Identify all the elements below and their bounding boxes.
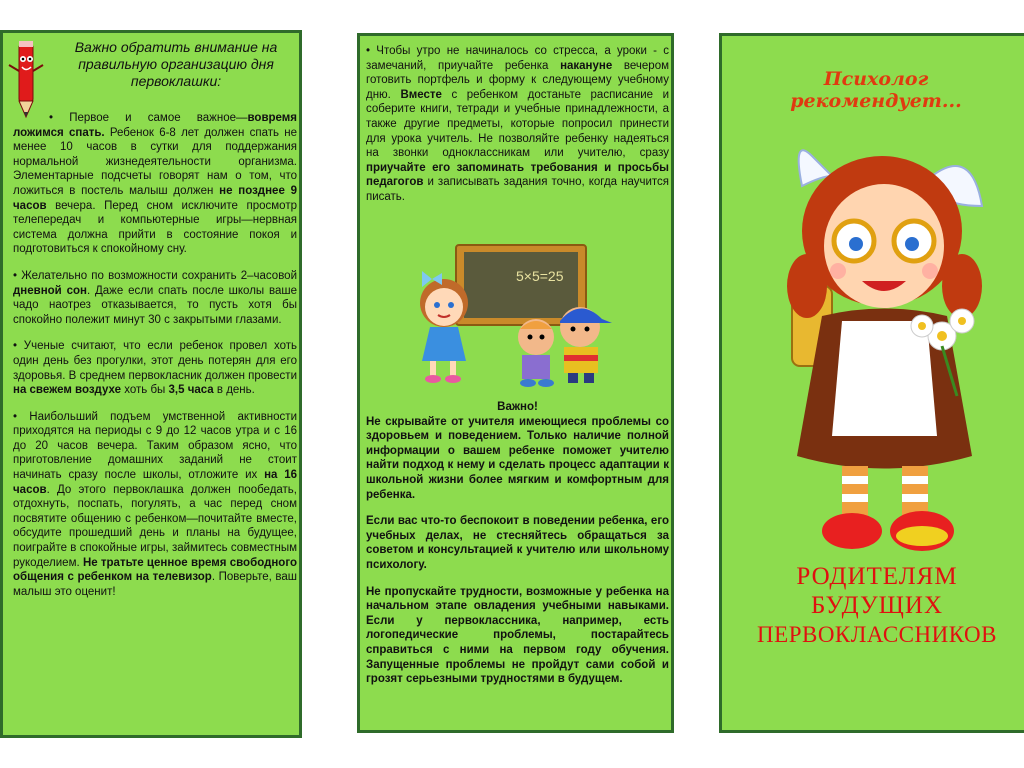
important-paragraph: Не пропускайте трудности, возможные у ребенка на начальном этапе овладения учебными навыками. Если у первоклассника, например, есть логопедические проблемы, постарайтесь справиться с ними на первом году обучения. Запущенные проблемы не пройдут сами собой и грозят серьезными трудностями в будущем. [366,585,669,686]
middle-panel [357,33,674,733]
cover-panel [719,33,1024,733]
panel1-heading: Важно обратить внимание на правильную организацию дня первоклашки: [74,39,278,89]
panel1-item: • Желательно по возможности сохранить 2–часовой дневной сон. Даже если спать после школы ваше чадо наотрез отказывается, то пусть хотя бы спокойно полежит минут 30 с закрытыми глазами. [13,269,297,326]
schoolgirl-illustration [772,136,1002,556]
panel1-body [13,111,297,611]
cover-subtitle: Психолог рекомендует... [790,68,962,112]
kids-chalkboard-illustration [408,241,628,391]
panel1-item: • Ученые считают, что если ребенок провел хоть один день без прогулки, этот день потерян для его здоровья. В среднем первокласник должен провести на свежем воздухе хоть бы 3,5 часа в день. [13,340,297,397]
panel2-important-section [366,400,669,699]
left-panel [0,30,302,738]
panel2-top-paragraph: • Чтобы утро не начиналось со стресса, а уроки - с замечаний, приучайте ребенка накануне вечером готовить портфель и форму к следующему учебному дню. Вместе с ребенком достаньте расписание и соберите книги, тетради и учебные принадлежности, а также другие предметы, которые попросил принести для урока учитель. Не позволяйте ребенку надеяться на звонки одноклассникам или учителю, сразу приучайте его запоминать требования и просьбы педагогов и записывать задания точно, когда научится писать. [366,45,670,203]
important-paragraph: Если вас что-то беспокоит в поведении ребенка, его учебных делах, не стесняйтесь обращаться за советом и консультацией к учителю или школьному психологу. [366,515,669,571]
pencil-mascot-icon [7,37,45,119]
chalkboard-text: 5×5=25 [516,268,564,284]
cover-title: РОДИТЕЛЯМ БУДУЩИХ ПЕРВОКЛАССНИКОВ [757,563,997,647]
panel1-item: • Первое и самое важное—вовремя ложимся спать. Ребенок 6-8 лет должен спать не менее 10 часов в сутки для поддержания нормальной жизнедеятельности организма. Элементарные подсчеты говорят нам о том, что ложиться в постель малыш должен не позднее 9 часов вечера. Перед сном исключите просмотр телепередач и компьютерные игры—нервная система должна прийти в состояние покоя и подготовиться к спокойному сну. [13,112,298,256]
important-paragraph: Не скрывайте от учителя имеющиеся проблемы со здоровьем и поведением. Только наличие полной информации о вашем ребенке поможет учителю найти подход к нему и сделать процесс адаптации к школьной жизни более мягким и комфортным для ребенка. [366,415,669,501]
panel1-item: • Наибольший подъем умственной активности приходятся на периоды с 9 до 12 часов утра и с 16 до 20 часов вечера. Таким образом ясно, что приготовление домашних заданий не стоит начинать сразу после школы, отложите их на 16 часов. До этого первоклашка должен пообедать, отдохнуть, поспать, погулять, а час перед сном посвятите общению с ребенком—почитайте вместе, обсудите прошедший день и планы на будущее, поиграйте в спокойные игры, займитесь совместным рукоделием. Не тратьте ценное время свободного общения с ребенком на телевизор. Поверьте, ваш малыш это оценит! [13,410,297,598]
important-title: Важно! [497,401,538,413]
